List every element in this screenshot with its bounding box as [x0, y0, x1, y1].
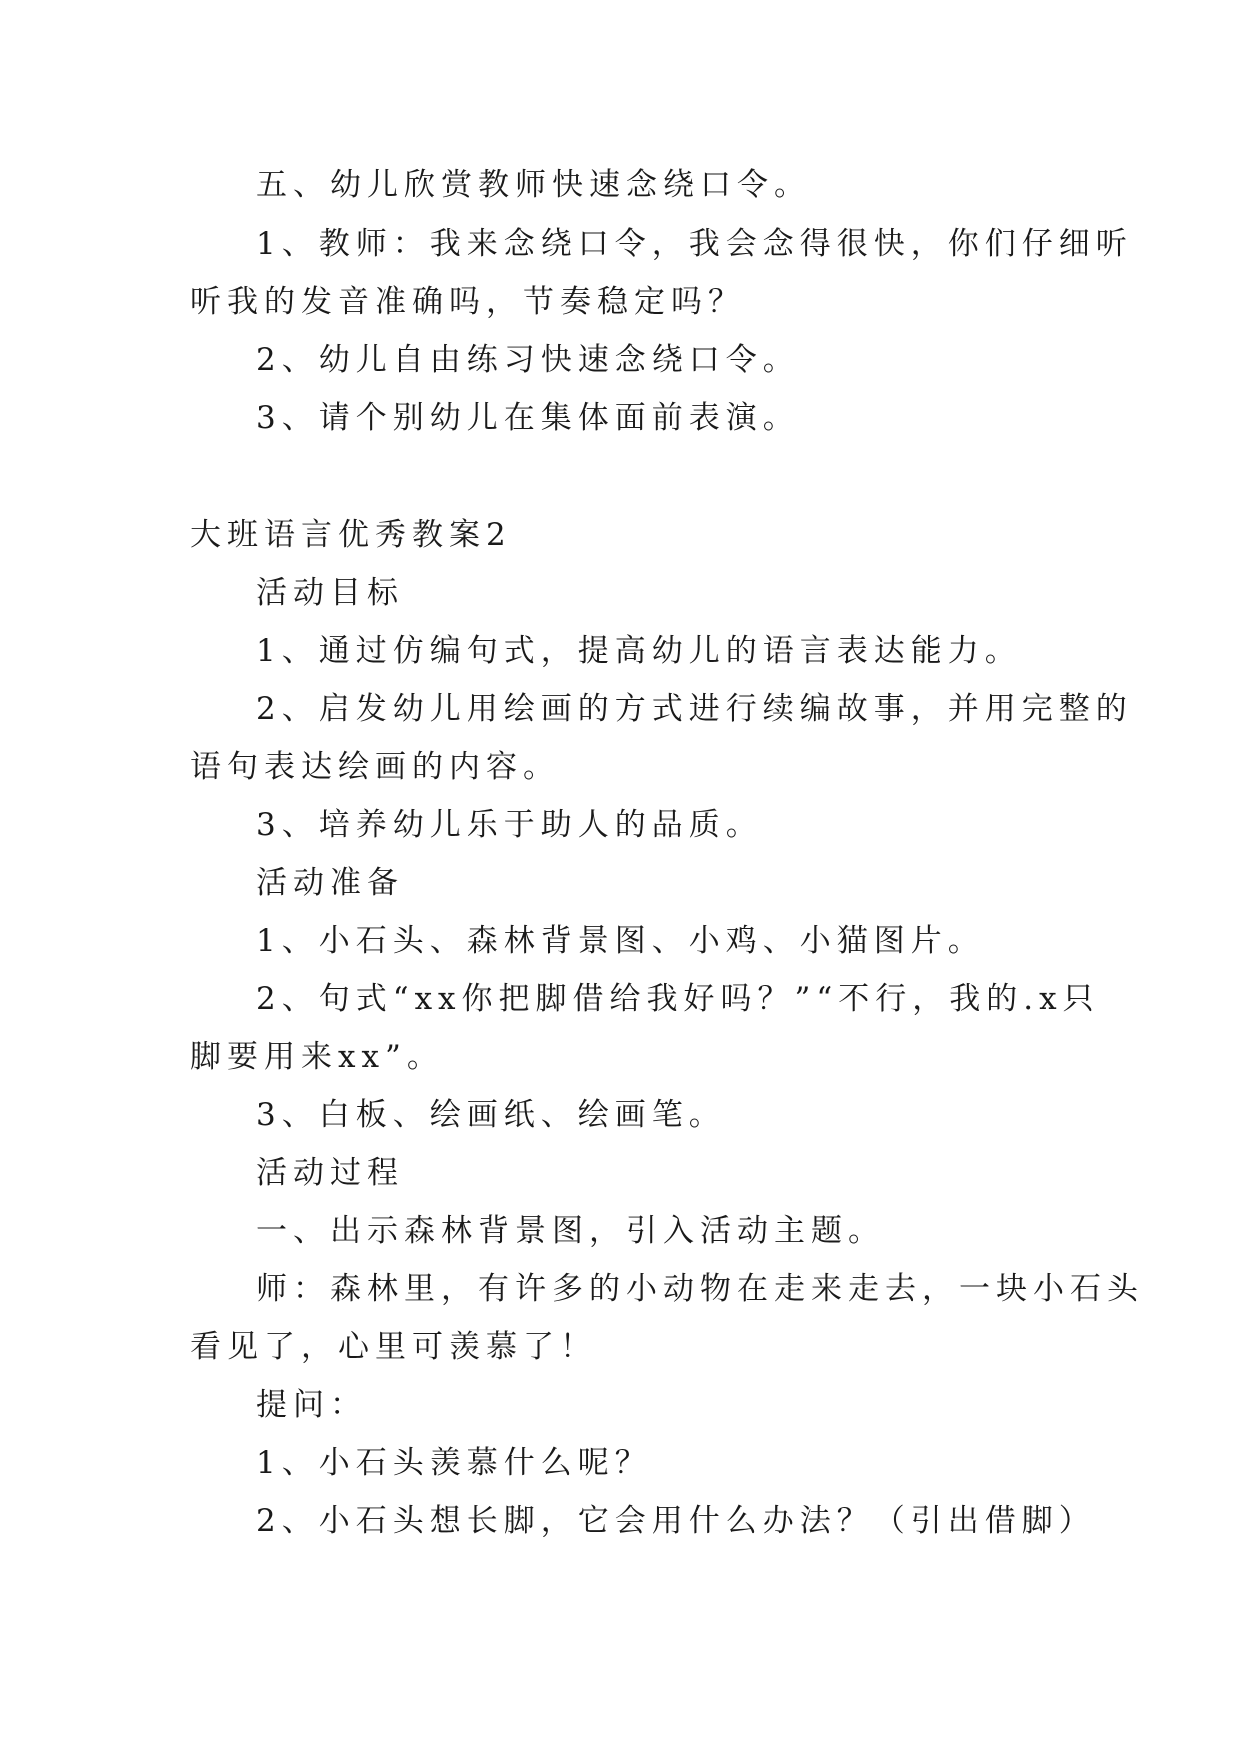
teacher-dialogue: 师：森林里，有许多的小动物在走来走去，一块小石头 [256, 1271, 1144, 1307]
preparation-item-2-cont: 脚要用来xx”。 [190, 1039, 444, 1075]
preparation-item-3: 3、白板、绘画纸、绘画笔。 [256, 1097, 726, 1133]
teacher-dialogue-cont: 看见了，心里可羡慕了！ [190, 1329, 597, 1365]
goal-item-3: 3、培养幼儿乐于助人的品质。 [256, 807, 763, 843]
lesson-title: 大班语言优秀教案2 [190, 517, 512, 553]
question-item-2: 2、小石头想长脚，它会用什么办法？（引出借脚） [256, 1503, 1096, 1539]
heading-activity-goals: 活动目标 [256, 575, 404, 611]
goal-item-2: 2、启发幼儿用绘画的方式进行续编故事，并用完整的 [256, 691, 1133, 727]
preparation-item-1: 1、小石头、森林背景图、小鸡、小猫图片。 [256, 923, 985, 959]
heading-activity-preparation: 活动准备 [256, 865, 404, 901]
goal-item-2-cont: 语句表达绘画的内容。 [190, 749, 560, 785]
goal-item-1: 1、通过仿编句式，提高幼儿的语言表达能力。 [256, 633, 1022, 669]
preparation-item-2: 2、句式“xx你把脚借给我好吗？”“不行，我的.x只 [256, 981, 1100, 1017]
paragraph-step-1: 1、教师：我来念绕口令，我会念得很快，你们仔细听 [256, 226, 1133, 262]
question-item-1: 1、小石头羡慕什么呢？ [256, 1445, 652, 1481]
paragraph-step-3: 3、请个别幼儿在集体面前表演。 [256, 400, 800, 436]
paragraph-step-2: 2、幼儿自由练习快速念绕口令。 [256, 342, 800, 378]
paragraph-step-1-cont: 听我的发音准确吗，节奏稳定吗？ [190, 284, 745, 320]
heading-activity-process: 活动过程 [256, 1155, 404, 1191]
paragraph-section-five: 五、幼儿欣赏教师快速念绕口令。 [256, 167, 811, 203]
process-step-one: 一、出示森林背景图，引入活动主题。 [256, 1213, 885, 1249]
question-heading: 提问： [256, 1387, 367, 1423]
